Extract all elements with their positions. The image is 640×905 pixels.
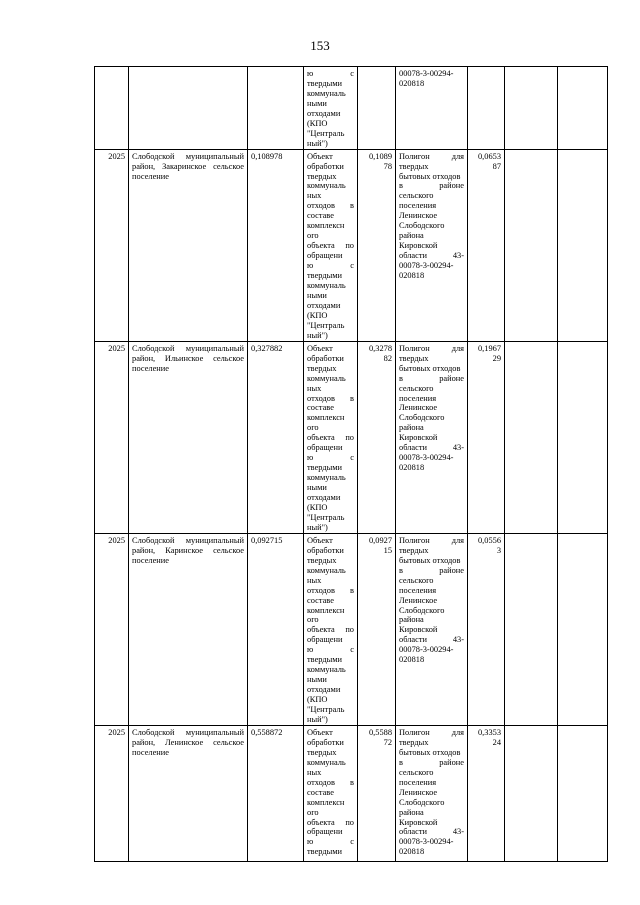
cell-line: ных: [307, 383, 322, 393]
cell-line: комплексн: [307, 221, 345, 231]
cell-line: 020818: [399, 655, 425, 665]
cell-line: Кировской: [399, 433, 438, 443]
cell-line: Кировской: [399, 625, 438, 635]
cell-line: поселение: [132, 171, 169, 181]
cell-line: коммуналь: [307, 88, 346, 98]
cell-line: (КПО: [307, 310, 328, 320]
table-body: [95, 67, 608, 862]
disposed-amount-cell: [468, 725, 505, 861]
empty-cell: [558, 725, 608, 861]
cell-line: 00078-3-00294-: [399, 837, 454, 847]
cell-line: ю с: [307, 69, 354, 78]
cell-line: твердых: [399, 545, 429, 555]
disposal-object-cell: [396, 67, 468, 150]
municipal-area-cell: [129, 341, 248, 533]
cell-line: ю с: [307, 645, 354, 655]
cell-line: поселение: [132, 363, 169, 373]
disposal-object-cell: [396, 533, 468, 725]
empty-cell: [558, 533, 608, 725]
cell-line: 00078-3-00294-: [399, 453, 454, 463]
empty-cell: [558, 341, 608, 533]
year-cell: 2025: [95, 341, 129, 533]
cell-line: поселение: [132, 747, 169, 757]
cell-line: объекта по: [307, 433, 354, 443]
cell-line: ных: [307, 575, 322, 585]
cell-line: коммуналь: [307, 665, 346, 675]
cell-line: район, Ленинское сельское: [132, 737, 244, 747]
cell-line: коммуналь: [307, 473, 346, 483]
cell-line: твердых: [307, 555, 337, 565]
cell-line: твердых: [307, 171, 337, 181]
processed-amount-cell: [358, 149, 396, 341]
cell-line: сельского: [399, 575, 434, 585]
table-row: [95, 149, 608, 341]
processed-amount-cell: [358, 341, 396, 533]
cell-line: ными: [307, 98, 327, 108]
cell-line: отходами: [307, 493, 341, 503]
table-row: [95, 725, 608, 861]
cell-line: отходов в: [307, 585, 354, 595]
cell-line: твердых: [399, 737, 429, 747]
cell-line: обращени: [307, 443, 343, 453]
cell-line: комплексн: [307, 797, 345, 807]
cell-line: Ленинское: [399, 211, 438, 221]
cell-line: Полигон для: [399, 535, 464, 545]
cell-line: ого: [307, 615, 319, 625]
cell-line: ными: [307, 483, 327, 493]
cell-line: район, Ильинское сельское: [132, 353, 244, 363]
cell-line: составе: [307, 403, 334, 413]
cell-line: 24: [492, 737, 501, 747]
processing-object-cell: [304, 725, 358, 861]
cell-line: обработки: [307, 545, 344, 555]
cell-line: ю с: [307, 453, 354, 463]
waste-amount-cell: [248, 725, 304, 861]
cell-line: сельского: [399, 767, 434, 777]
cell-line: ный"): [307, 715, 328, 724]
cell-line: ных: [307, 767, 322, 777]
cell-line: объекта по: [307, 817, 354, 827]
cell-line: коммуналь: [307, 565, 346, 575]
processed-amount-cell: [358, 725, 396, 861]
disposal-object-cell: [396, 149, 468, 341]
cell-line: отходов в: [307, 393, 354, 403]
cell-line: 0,3353: [477, 727, 501, 737]
cell-line: 82: [383, 353, 392, 363]
cell-line: составе: [307, 787, 334, 797]
cell-line: в районе: [399, 373, 464, 383]
cell-line: твердыми: [307, 78, 343, 88]
cell-line: (КПО: [307, 695, 328, 705]
cell-line: обращени: [307, 635, 343, 645]
cell-line: ными: [307, 290, 327, 300]
municipal-area-cell: [129, 149, 248, 341]
cell-line: ных: [307, 191, 322, 201]
cell-line: 87: [492, 161, 501, 171]
cell-line: отходов в: [307, 777, 354, 787]
cell-line: составе: [307, 595, 334, 605]
cell-line: 78: [383, 161, 392, 171]
empty-cell: [505, 67, 558, 150]
cell-line: твердыми: [307, 655, 343, 665]
cell-line: твердыми: [307, 847, 343, 857]
cell-line: Объект: [307, 727, 333, 737]
waste-amount-cell: [248, 149, 304, 341]
cell-line: район, Закаринское сельское: [132, 161, 244, 171]
cell-line: 0,108978: [251, 151, 283, 161]
cell-line: ого: [307, 423, 319, 433]
cell-line: 15: [383, 545, 392, 555]
cell-line: твердых: [307, 363, 337, 373]
cell-line: области 43-: [399, 827, 464, 837]
waste-flow-table: [94, 66, 608, 862]
cell-line: Объект: [307, 343, 333, 353]
cell-line: Слободской муниципальный: [132, 535, 244, 545]
cell-line: в районе: [399, 181, 464, 191]
waste-amount-cell: [248, 341, 304, 533]
empty-cell: [505, 149, 558, 341]
cell-line: 0,3278: [368, 343, 392, 353]
cell-line: ными: [307, 675, 327, 685]
cell-line: обращени: [307, 251, 343, 261]
cell-line: бытовых отходов: [399, 555, 461, 565]
cell-line: Слободской муниципальный: [132, 151, 244, 161]
cell-line: ный"): [307, 138, 328, 148]
cell-line: отходами: [307, 685, 341, 695]
cell-line: 0,558872: [251, 727, 283, 737]
cell-line: 0,327882: [251, 343, 283, 353]
year-cell: 2025: [95, 149, 129, 341]
cell-line: твердых: [399, 353, 429, 363]
cell-line: обработки: [307, 737, 344, 747]
disposal-object-cell: [396, 725, 468, 861]
processing-object-cell: [304, 149, 358, 341]
cell-line: поселение: [132, 555, 169, 565]
cell-line: Объект: [307, 535, 333, 545]
processed-amount-cell: [358, 533, 396, 725]
cell-line: 0,1089: [368, 151, 392, 161]
disposed-amount-cell: [468, 67, 505, 150]
cell-line: Слободского: [399, 221, 445, 231]
processed-amount-cell: [358, 67, 396, 150]
cell-line: сельского: [399, 191, 434, 201]
cell-line: 020818: [399, 847, 425, 857]
cell-line: 00078-3-00294-: [399, 69, 454, 78]
disposed-amount-cell: [468, 341, 505, 533]
cell-line: 0,1967: [477, 343, 501, 353]
cell-line: "Централь: [307, 320, 345, 330]
cell-line: района: [399, 231, 424, 241]
cell-line: бытовых отходов: [399, 747, 461, 757]
cell-line: области 43-: [399, 635, 464, 645]
cell-line: комплексн: [307, 413, 345, 423]
cell-line: Кировской: [399, 817, 438, 827]
cell-line: объекта по: [307, 625, 354, 635]
cell-line: 020818: [399, 271, 425, 281]
cell-line: коммуналь: [307, 181, 346, 191]
cell-line: поселения: [399, 585, 437, 595]
cell-line: Слободской муниципальный: [132, 727, 244, 737]
cell-line: 72: [383, 737, 392, 747]
cell-line: поселения: [399, 777, 437, 787]
cell-line: Слободского: [399, 413, 445, 423]
cell-line: ого: [307, 807, 319, 817]
page-number: 153: [310, 38, 330, 53]
cell-line: Объект: [307, 151, 333, 161]
table-row: [95, 533, 608, 725]
cell-line: бытовых отходов: [399, 171, 461, 181]
year-cell: 2025: [95, 533, 129, 725]
cell-line: Полигон для: [399, 727, 464, 737]
cell-line: района: [399, 615, 424, 625]
cell-line: области 43-: [399, 251, 464, 261]
municipal-area-cell: [129, 725, 248, 861]
cell-line: района: [399, 423, 424, 433]
cell-line: Слободского: [399, 605, 445, 615]
waste-amount-cell: [248, 533, 304, 725]
empty-cell: [505, 533, 558, 725]
cell-line: 00078-3-00294-: [399, 645, 454, 655]
cell-line: твердых: [399, 161, 429, 171]
cell-line: 020818: [399, 78, 425, 88]
disposed-amount-cell: [468, 149, 505, 341]
cell-line: коммуналь: [307, 757, 346, 767]
cell-line: составе: [307, 211, 334, 221]
cell-line: в районе: [399, 565, 464, 575]
cell-line: 0,0556: [477, 535, 501, 545]
cell-line: поселения: [399, 201, 437, 211]
disposal-object-cell: [396, 341, 468, 533]
cell-line: объекта по: [307, 241, 354, 251]
cell-line: отходами: [307, 300, 341, 310]
cell-line: Слободского: [399, 797, 445, 807]
cell-line: Ленинское: [399, 595, 438, 605]
cell-line: твердыми: [307, 463, 343, 473]
cell-line: бытовых отходов: [399, 363, 461, 373]
cell-line: обработки: [307, 161, 344, 171]
cell-line: ю с: [307, 261, 354, 271]
cell-line: 0,0653: [477, 151, 501, 161]
cell-line: 020818: [399, 463, 425, 473]
empty-cell: [505, 725, 558, 861]
cell-line: 00078-3-00294-: [399, 261, 454, 271]
cell-line: Ленинское: [399, 787, 438, 797]
waste-amount-cell: [248, 67, 304, 150]
cell-line: Кировской: [399, 241, 438, 251]
cell-line: Полигон для: [399, 151, 464, 161]
processing-object-cell: [304, 533, 358, 725]
cell-line: поселения: [399, 393, 437, 403]
cell-line: Полигон для: [399, 343, 464, 353]
municipal-area-cell: [129, 533, 248, 725]
cell-line: (КПО: [307, 118, 328, 128]
empty-cell: [505, 341, 558, 533]
cell-line: обработки: [307, 353, 344, 363]
cell-line: 0,5588: [368, 727, 392, 737]
table-row: [95, 341, 608, 533]
cell-line: ого: [307, 231, 319, 241]
cell-line: 3: [496, 545, 501, 555]
cell-line: Ленинское: [399, 403, 438, 413]
cell-line: 0,092715: [251, 535, 283, 545]
cell-line: 0,0927: [368, 535, 392, 545]
cell-line: ный"): [307, 522, 328, 532]
cell-line: "Централь: [307, 128, 345, 138]
processing-object-cell: [304, 341, 358, 533]
cell-line: коммуналь: [307, 281, 346, 291]
cell-line: "Централь: [307, 705, 345, 715]
processing-object-cell: [304, 67, 358, 150]
cell-line: обращени: [307, 827, 343, 837]
empty-cell: [558, 67, 608, 150]
cell-line: "Централь: [307, 512, 345, 522]
cell-line: коммуналь: [307, 373, 346, 383]
cell-line: отходами: [307, 108, 341, 118]
empty-cell: [558, 149, 608, 341]
cell-line: (КПО: [307, 502, 328, 512]
cell-line: в районе: [399, 757, 464, 767]
cell-line: отходов в: [307, 201, 354, 211]
cell-line: Слободской муниципальный: [132, 343, 244, 353]
cell-line: ный"): [307, 330, 328, 340]
year-cell: [95, 67, 129, 150]
cell-line: ю с: [307, 837, 354, 847]
disposed-amount-cell: [468, 533, 505, 725]
cell-line: района: [399, 807, 424, 817]
cell-line: области 43-: [399, 443, 464, 453]
cell-line: твердыми: [307, 271, 343, 281]
year-cell: 2025: [95, 725, 129, 861]
cell-line: комплексн: [307, 605, 345, 615]
cell-line: 29: [492, 353, 501, 363]
cell-line: сельского: [399, 383, 434, 393]
cell-line: район, Каринское сельское: [132, 545, 244, 555]
municipal-area-cell: [129, 67, 248, 150]
table-row: [95, 67, 608, 150]
cell-line: твердых: [307, 747, 337, 757]
